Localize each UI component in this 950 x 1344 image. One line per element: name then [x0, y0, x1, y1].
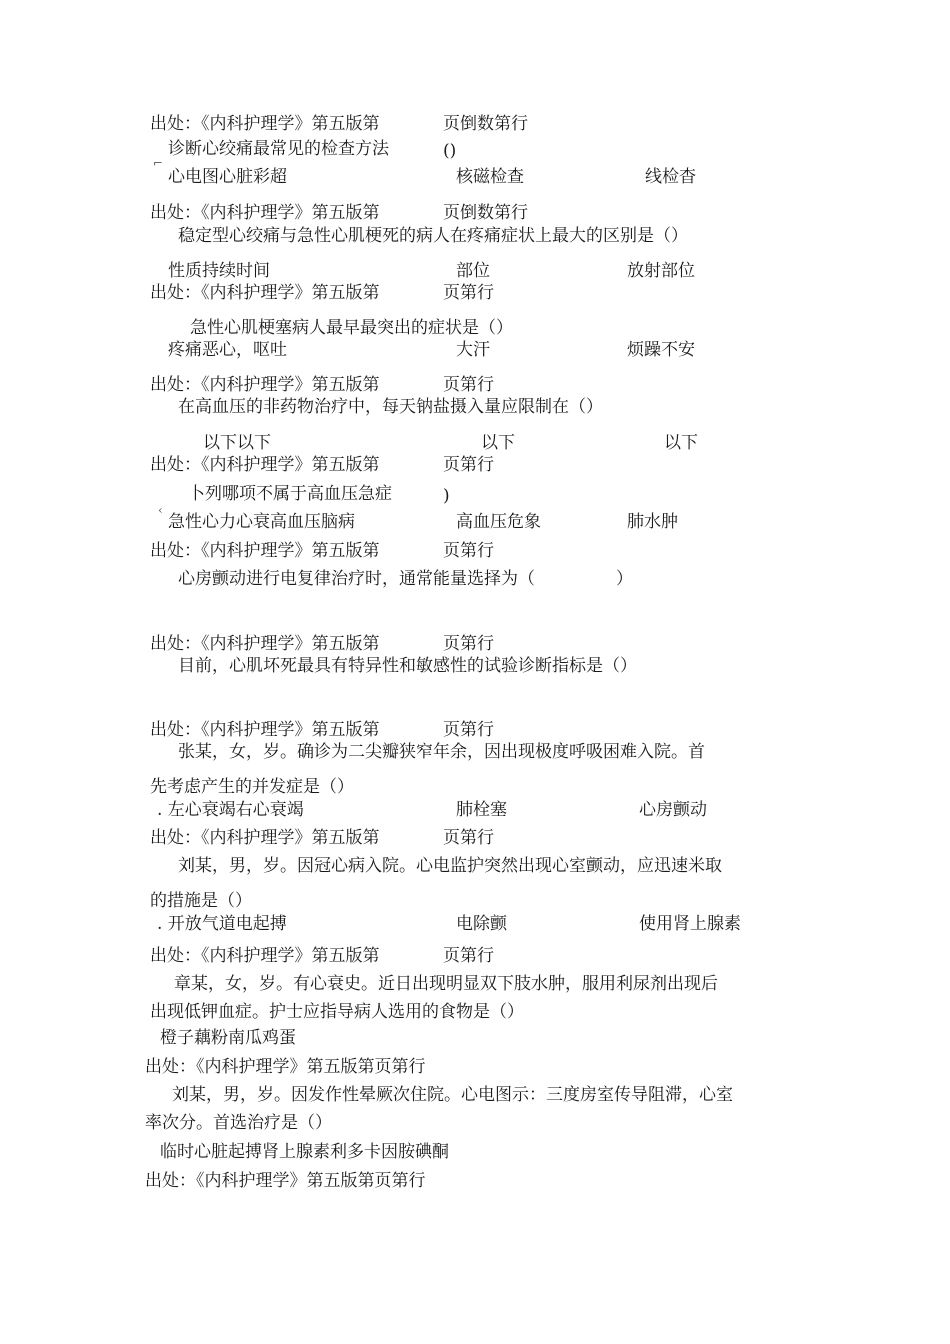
source-line: 出处：《内科护理学》第五版第 — [150, 541, 380, 561]
option-text: . 左心衰竭右心衰竭 — [157, 800, 304, 820]
question-text: 率次分。首选治疗是（） — [145, 1113, 332, 1133]
source-page-ref: 页第行 — [443, 541, 494, 561]
question-text: 刘某，男，岁。因发作性晕厥次住院。心电图示：三度房室传导阻滞，心室 — [172, 1085, 733, 1105]
source-page-ref: 页倒数第行 — [443, 114, 528, 134]
question-paren: ） — [616, 569, 633, 589]
question-text: 刘某，男，岁。因冠心病入院。心电监护突然出现心室颤动，应迅速米取 — [178, 856, 722, 876]
option-text: 使用肾上腺素 — [639, 914, 741, 934]
question-paren: ) — [443, 486, 450, 506]
source-page-ref: 页第行 — [443, 946, 494, 966]
question-paren: () — [443, 141, 457, 161]
question-text: 稳定型心绞痛与急性心肌梗死的病人在疼痛症状上最大的区别是（） — [178, 226, 688, 246]
option-text: 急性心力心衰高血压脑病 — [168, 512, 355, 532]
source-line: 出处：《内科护理学》第五版第 — [150, 283, 380, 303]
question-text: 心房颤动进行电复律治疗时，通常能量选择为（ — [178, 569, 535, 589]
option-text: 高血压危象 — [456, 512, 541, 532]
question-text: 先考虑产生的并发症是（） — [150, 777, 354, 797]
option-text: 电除颤 — [456, 914, 507, 934]
question-text: 出现低钾血症。护士应指导病人选用的食物是（） — [150, 1002, 524, 1022]
source-page-ref: 页第行 — [443, 283, 494, 303]
source-line: 出处：《内科护理学》第五版第 — [150, 720, 380, 740]
source-line: 出处：《内科护理学》第五版第 — [150, 203, 380, 223]
source-line: 出处：《内科护理学》第五版第 — [150, 114, 380, 134]
source-line: 出处：《内科护理学》第五版第 — [150, 946, 380, 966]
option-text: 心房颤动 — [639, 800, 707, 820]
option-text: 部位 — [456, 261, 490, 281]
question-text: 诊断心绞痛最常见的检查方法 — [168, 139, 389, 159]
source-page-ref: 页第行 — [443, 720, 494, 740]
question-text: 的措施是（） — [150, 891, 252, 911]
option-text: 性质持续时间 — [168, 261, 270, 281]
source-line: 出处：《内科护理学》第五版第 — [150, 634, 380, 654]
option-text: 疼痛恶心，呕吐 — [168, 340, 287, 360]
option-text: 大汗 — [456, 340, 490, 360]
source-page-ref: 页倒数第行 — [443, 203, 528, 223]
question-text: 急性心肌梗塞病人最早最突出的症状是（） — [190, 318, 513, 338]
source-line: 出处：《内科护理学》第五版第 — [150, 455, 380, 475]
source-page-ref: 页第行 — [443, 828, 494, 848]
option-text: 橙子藕粉南瓜鸡蛋 — [160, 1028, 296, 1048]
question-text: 卜列哪项不属于高血压急症 — [188, 484, 392, 504]
source-line: 出处：《内科护理学》第五版第 — [150, 828, 380, 848]
option-text: 烦躁不安 — [627, 340, 695, 360]
option-text: 肺水肿 — [627, 512, 678, 532]
source-line: 出处：《内科护理学》第五版第页第行 — [145, 1057, 426, 1077]
question-text: 张某，女，岁。确诊为二尖瓣狭窄年余，因出现极度呼吸困难入院。首 — [178, 742, 705, 762]
source-line: 出处：《内科护理学》第五版第页第行 — [145, 1171, 426, 1191]
source-page-ref: 页第行 — [443, 455, 494, 475]
scan-mark: ‹ — [158, 503, 163, 517]
option-text: . 开放气道电起搏 — [157, 914, 287, 934]
option-text: 临时心脏起搏肾上腺素利多卡因胺碘酮 — [160, 1142, 449, 1162]
option-text: 心电图心脏彩超 — [168, 167, 287, 187]
question-text: 在高血压的非药物治疗中，每天钠盐摄入量应限制在（） — [178, 397, 603, 417]
option-text: 线检杳 — [645, 167, 696, 187]
option-text: 肺栓塞 — [456, 800, 507, 820]
scan-mark: ⌐ — [153, 156, 164, 170]
question-text: 章某，女，岁。有心衰史。近日出现明显双下肢水肿，服用利尿剂出现后 — [174, 974, 718, 994]
option-text: 以下 — [664, 433, 698, 453]
question-text: 目前，心肌坏死最具有特异性和敏感性的试验诊断指标是（） — [178, 656, 637, 676]
option-text: 放射部位 — [627, 261, 695, 281]
option-text: 核磁检查 — [456, 167, 524, 187]
source-page-ref: 页第行 — [443, 375, 494, 395]
source-line: 出处：《内科护理学》第五版第 — [150, 375, 380, 395]
source-page-ref: 页第行 — [443, 634, 494, 654]
option-text: 以下以下 — [203, 433, 271, 453]
option-text: 以下 — [481, 433, 515, 453]
